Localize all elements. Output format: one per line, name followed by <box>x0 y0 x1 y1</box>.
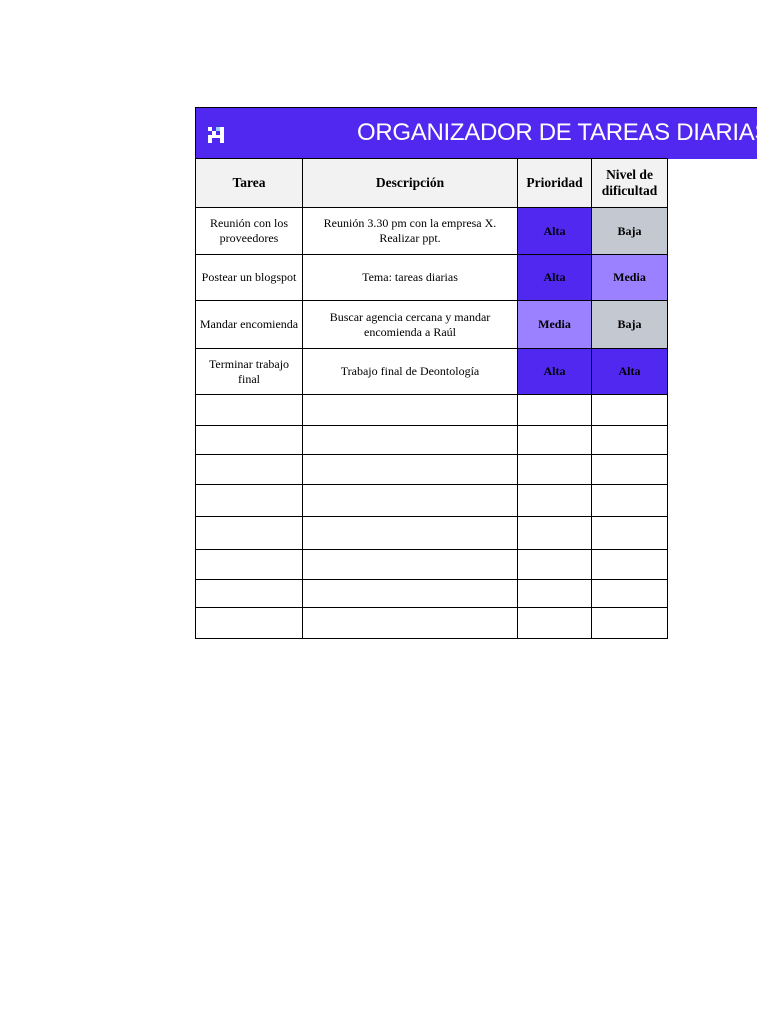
difficulty-cell[interactable] <box>592 580 668 608</box>
task-description-cell[interactable] <box>303 485 518 517</box>
difficulty-cell[interactable]: Baja <box>592 208 668 255</box>
task-description-cell[interactable]: Buscar agencia cercana y mandar encomienda a Raúl <box>303 301 518 349</box>
priority-cell[interactable] <box>518 426 592 455</box>
task-description-cell[interactable] <box>303 517 518 550</box>
table-row <box>196 580 668 608</box>
table-row <box>196 395 668 426</box>
title-banner <box>195 107 770 159</box>
task-name-cell[interactable] <box>196 485 303 517</box>
table-row <box>196 485 668 517</box>
task-name-cell[interactable]: Reunión con los proveedores <box>196 208 303 255</box>
priority-cell[interactable] <box>518 608 592 639</box>
column-header-dificultad: Nivel de dificultad <box>592 159 668 208</box>
column-header-prioridad: Prioridad <box>518 159 592 208</box>
table-row <box>196 426 668 455</box>
difficulty-cell[interactable] <box>592 395 668 426</box>
task-name-cell[interactable] <box>196 426 303 455</box>
task-description-cell[interactable] <box>303 580 518 608</box>
table-row <box>196 301 668 349</box>
task-name-cell[interactable]: Terminar trabajo final <box>196 349 303 395</box>
table-row <box>196 608 668 639</box>
difficulty-cell[interactable]: Alta <box>592 349 668 395</box>
task-description-cell[interactable]: Trabajo final de Deontología <box>303 349 518 395</box>
priority-cell[interactable] <box>518 580 592 608</box>
difficulty-cell[interactable] <box>592 485 668 517</box>
column-header-tarea: Tarea <box>196 159 303 208</box>
column-header-descripcion: Descripción <box>303 159 518 208</box>
priority-cell[interactable]: Alta <box>518 349 592 395</box>
task-name-cell[interactable]: Postear un blogspot <box>196 255 303 301</box>
table-row <box>196 349 668 395</box>
task-name-cell[interactable] <box>196 550 303 580</box>
task-table <box>195 158 668 639</box>
priority-cell[interactable] <box>518 517 592 550</box>
difficulty-cell[interactable]: Baja <box>592 301 668 349</box>
priority-cell[interactable] <box>518 455 592 485</box>
page-title: ORGANIZADOR DE TAREAS DIARIAS <box>357 119 770 146</box>
table-row <box>196 550 668 580</box>
task-description-cell[interactable]: Reunión 3.30 pm con la empresa X. Realizar ppt. <box>303 208 518 255</box>
difficulty-cell[interactable] <box>592 550 668 580</box>
task-description-cell[interactable]: Tema: tareas diarias <box>303 255 518 301</box>
task-rows <box>196 208 668 639</box>
task-name-cell[interactable] <box>196 580 303 608</box>
header-row <box>196 159 668 208</box>
title-clip <box>196 108 770 160</box>
difficulty-cell[interactable] <box>592 426 668 455</box>
task-name-cell[interactable] <box>196 455 303 485</box>
task-description-cell[interactable] <box>303 550 518 580</box>
difficulty-cell[interactable] <box>592 517 668 550</box>
table-row <box>196 255 668 301</box>
difficulty-cell[interactable] <box>592 455 668 485</box>
table-row <box>196 517 668 550</box>
difficulty-cell[interactable] <box>592 608 668 639</box>
task-description-cell[interactable] <box>303 608 518 639</box>
difficulty-cell[interactable]: Media <box>592 255 668 301</box>
priority-cell[interactable] <box>518 485 592 517</box>
task-name-cell[interactable]: Mandar encomienda <box>196 301 303 349</box>
task-description-cell[interactable] <box>303 426 518 455</box>
task-description-cell[interactable] <box>303 395 518 426</box>
task-description-cell[interactable] <box>303 455 518 485</box>
priority-cell[interactable]: Alta <box>518 255 592 301</box>
task-name-cell[interactable] <box>196 395 303 426</box>
priority-cell[interactable] <box>518 550 592 580</box>
priority-cell[interactable] <box>518 395 592 426</box>
task-name-cell[interactable] <box>196 608 303 639</box>
task-name-cell[interactable] <box>196 517 303 550</box>
priority-cell[interactable]: Alta <box>518 208 592 255</box>
table-row <box>196 455 668 485</box>
priority-cell[interactable]: Media <box>518 301 592 349</box>
table-row <box>196 208 668 255</box>
